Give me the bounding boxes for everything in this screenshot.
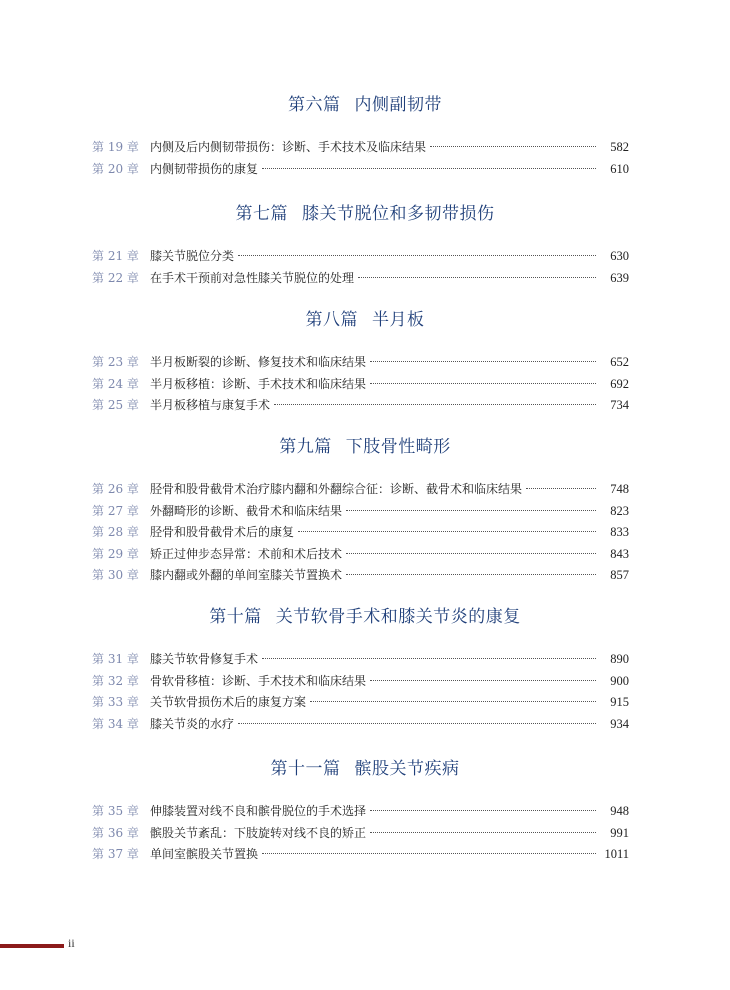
chapter-page: 652 <box>610 355 629 369</box>
dot-leader <box>358 277 596 278</box>
chapter-page: 630 <box>610 249 629 263</box>
chapter-entry <box>150 352 600 374</box>
chapter-title: 伸膝装置对线不良和髌骨脱位的手术选择 <box>150 804 367 818</box>
chapter-title: 胫骨和股骨截骨术治疗膝内翻和外翻综合征：诊断、截骨术和临床结果 <box>150 482 523 496</box>
dot-leader <box>238 723 596 724</box>
dot-leader <box>370 383 596 384</box>
dot-leader <box>346 553 596 554</box>
chapter-number: 第 19 章 <box>92 140 139 154</box>
chapter-page: 934 <box>610 716 629 731</box>
toc-part <box>0 202 730 289</box>
chapter-page: 734 <box>610 398 629 412</box>
chapter-entry <box>150 671 600 693</box>
dot-leader <box>430 146 596 147</box>
chapter-entry <box>150 565 600 587</box>
chapter-page: 900 <box>610 673 629 688</box>
part-heading <box>0 605 730 629</box>
chapter-number: 第 37 章 <box>92 847 139 861</box>
chapter-number: 第 27 章 <box>92 503 139 518</box>
chapter-title: 胫骨和股骨截骨术后的康复 <box>150 525 295 539</box>
chapter-page: 991 <box>610 825 629 840</box>
chapter-page: 843 <box>610 546 629 561</box>
part-heading <box>0 308 730 332</box>
toc-entry[interactable] <box>0 565 730 587</box>
chapter-entry <box>150 714 600 736</box>
chapter-title: 半月板移植：诊断、手术技术和临床结果 <box>150 376 367 391</box>
chapter-title: 半月板移植与康复手术 <box>150 398 271 412</box>
toc-entry[interactable] <box>0 395 730 417</box>
chapter-entry <box>150 801 600 823</box>
part-label: 第七篇 <box>235 204 288 224</box>
toc-entry[interactable] <box>0 374 730 396</box>
chapter-title: 外翻畸形的诊断、截骨术和临床结果 <box>150 503 343 518</box>
chapter-page: 890 <box>610 652 629 666</box>
chapter-number: 第 23 章 <box>92 355 139 369</box>
toc-entry[interactable] <box>0 159 730 181</box>
chapter-page: 915 <box>610 695 629 709</box>
dot-leader <box>298 531 596 532</box>
chapter-number: 第 22 章 <box>92 270 139 285</box>
chapter-number: 第 28 章 <box>92 525 139 539</box>
page-number: ii <box>68 936 75 950</box>
chapter-title: 在手术干预前对急性膝关节脱位的处理 <box>150 270 355 285</box>
chapter-title: 骨软骨移植：诊断、手术技术和临床结果 <box>150 673 367 688</box>
dot-leader <box>370 361 596 362</box>
part-heading <box>0 757 730 781</box>
chapter-title: 半月板断裂的诊断、修复技术和临床结果 <box>150 355 367 369</box>
toc-entry[interactable] <box>0 692 730 714</box>
chapter-entry <box>150 479 600 501</box>
chapter-entry <box>150 137 600 159</box>
toc-entry[interactable] <box>0 137 730 159</box>
part-heading <box>0 435 730 459</box>
chapter-title: 矫正过伸步态异常：术前和术后技术 <box>150 546 343 561</box>
toc-entry[interactable] <box>0 544 730 566</box>
dot-leader <box>262 853 596 854</box>
part-label: 第八篇 <box>305 310 358 330</box>
toc-entry[interactable] <box>0 671 730 693</box>
chapter-page: 857 <box>610 568 629 582</box>
dot-leader <box>370 810 596 811</box>
part-label: 第十篇 <box>209 607 262 627</box>
chapter-entry <box>150 844 600 866</box>
chapter-title: 内侧韧带损伤的康复 <box>150 161 259 176</box>
chapter-entry <box>150 374 600 396</box>
chapter-entry <box>150 544 600 566</box>
part-label: 第九篇 <box>279 437 332 457</box>
chapter-title: 髌股关节紊乱：下肢旋转对线不良的矫正 <box>150 825 367 840</box>
toc-entry[interactable] <box>0 479 730 501</box>
chapter-entry <box>150 395 600 417</box>
chapter-title: 内侧及后内侧韧带损伤：诊断、手术技术及临床结果 <box>150 140 427 154</box>
part-name: 膝关节脱位和多韧带损伤 <box>302 204 495 224</box>
part-name: 半月板 <box>372 310 425 330</box>
chapter-entry <box>150 823 600 845</box>
chapter-number: 第 31 章 <box>92 652 139 666</box>
chapter-number: 第 26 章 <box>92 482 139 496</box>
chapter-number: 第 30 章 <box>92 568 139 582</box>
toc-entry[interactable] <box>0 844 730 866</box>
chapter-number: 第 36 章 <box>92 825 139 840</box>
toc-entry[interactable] <box>0 352 730 374</box>
part-label: 第十一篇 <box>270 759 341 779</box>
chapter-page: 833 <box>610 525 629 539</box>
chapter-page: 692 <box>610 376 629 391</box>
toc-entry[interactable] <box>0 522 730 544</box>
dot-leader <box>310 701 596 702</box>
part-label: 第六篇 <box>288 95 341 115</box>
part-heading <box>0 202 730 226</box>
dot-leader <box>370 680 596 681</box>
dot-leader <box>274 404 596 405</box>
chapter-page: 639 <box>610 270 629 285</box>
footer-accent-bar <box>0 944 64 948</box>
toc-entry[interactable] <box>0 823 730 845</box>
chapter-page: 948 <box>610 804 629 818</box>
part-name: 关节软骨手术和膝关节炎的康复 <box>275 607 521 627</box>
dot-leader <box>262 658 596 659</box>
chapter-page: 1011 <box>604 847 629 861</box>
dot-leader <box>370 832 596 833</box>
chapter-title: 膝关节炎的水疗 <box>150 716 235 731</box>
part-heading <box>0 93 730 117</box>
chapter-number: 第 32 章 <box>92 673 139 688</box>
toc-entry[interactable] <box>0 501 730 523</box>
chapter-number: 第 29 章 <box>92 546 139 561</box>
chapter-title: 单间室髌股关节置换 <box>150 847 259 861</box>
chapter-number: 第 34 章 <box>92 716 139 731</box>
chapter-entry <box>150 649 600 671</box>
chapter-title: 关节软骨损伤术后的康复方案 <box>150 695 307 709</box>
toc-entry[interactable] <box>0 246 730 268</box>
chapter-number: 第 35 章 <box>92 804 139 818</box>
part-name: 下肢骨性畸形 <box>345 437 451 457</box>
toc-part <box>0 605 730 735</box>
dot-leader <box>346 510 596 511</box>
chapter-page: 748 <box>610 482 629 496</box>
dot-leader <box>346 574 596 575</box>
part-name: 髌股关节疾病 <box>354 759 460 779</box>
chapter-entry <box>150 268 600 290</box>
chapter-title: 膝关节脱位分类 <box>150 249 235 263</box>
toc-entry[interactable] <box>0 801 730 823</box>
toc-part <box>0 435 730 587</box>
chapter-entry <box>150 159 600 181</box>
toc-entry[interactable] <box>0 268 730 290</box>
chapter-page: 582 <box>610 140 629 154</box>
chapter-entry <box>150 692 600 714</box>
chapter-number: 第 24 章 <box>92 376 139 391</box>
chapter-number: 第 33 章 <box>92 695 139 709</box>
part-name: 内侧副韧带 <box>354 95 442 115</box>
chapter-entry <box>150 246 600 268</box>
toc-part <box>0 757 730 866</box>
chapter-title: 膝关节软骨修复手术 <box>150 652 259 666</box>
chapter-page: 823 <box>610 503 629 518</box>
toc-entry[interactable] <box>0 649 730 671</box>
dot-leader <box>526 488 596 489</box>
chapter-entry <box>150 501 600 523</box>
toc-entry[interactable] <box>0 714 730 736</box>
chapter-page: 610 <box>610 161 629 176</box>
chapter-number: 第 21 章 <box>92 249 139 263</box>
dot-leader <box>238 255 596 256</box>
dot-leader <box>262 168 596 169</box>
chapter-title: 膝内翻或外翻的单间室膝关节置换术 <box>150 568 343 582</box>
toc-part <box>0 93 730 180</box>
toc-part <box>0 308 730 417</box>
chapter-number: 第 25 章 <box>92 398 139 412</box>
chapter-entry <box>150 522 600 544</box>
chapter-number: 第 20 章 <box>92 161 139 176</box>
